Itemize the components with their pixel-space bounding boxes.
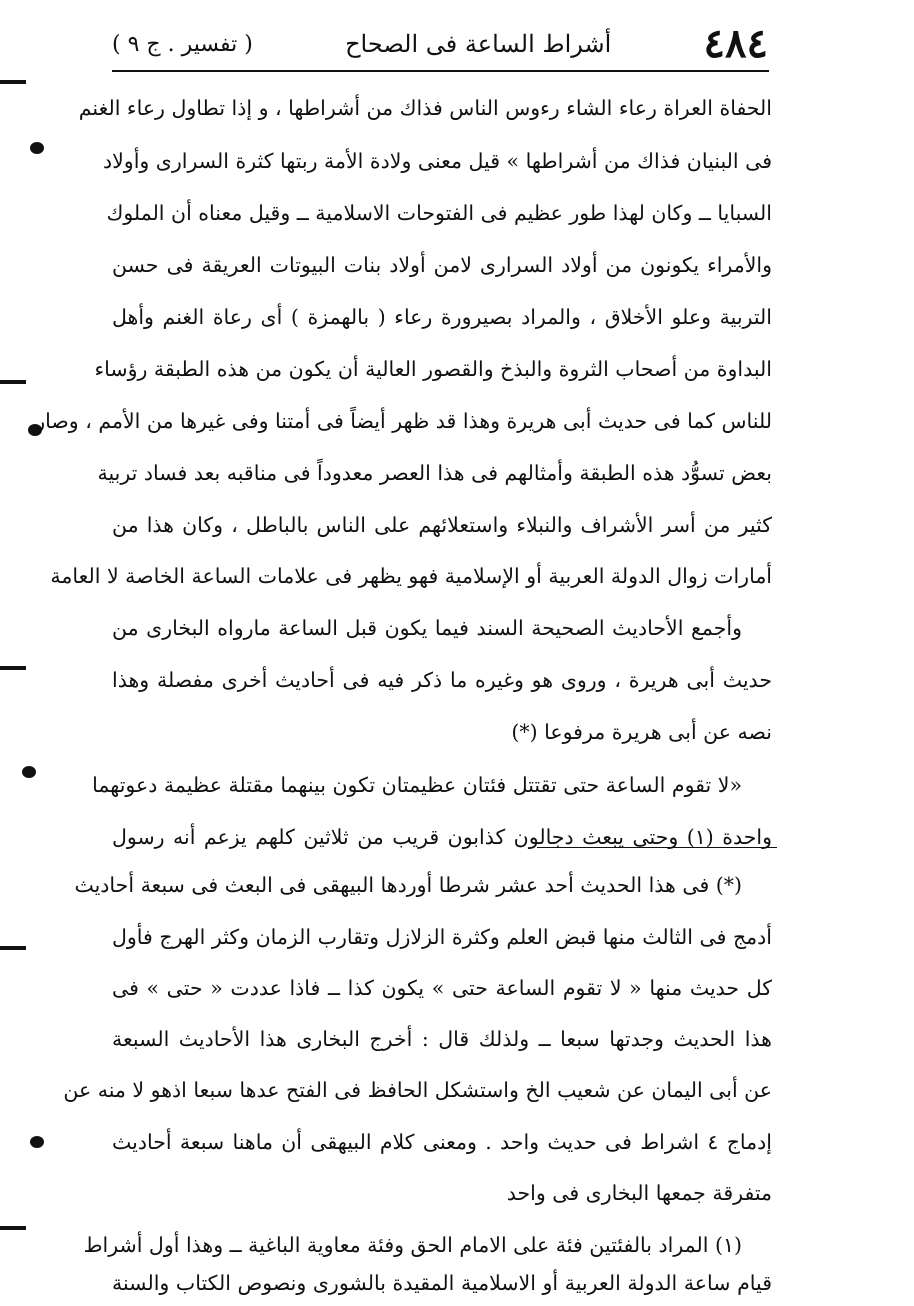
text-line: للناس كما فى حديث أبى هريرة وهذا قد ظهر أيضاً فى أمتنا وفى غيرها من الأمم ، وصار (35, 409, 772, 433)
text-line: وأجمع الأحاديث الصحيحة السند فيما يكون قبل الساعة مارواه البخارى من (112, 616, 742, 640)
text-line: أمارات زوال الدولة العربية أو الإسلامية فهو يظهر فى علامات الساعة الخاصة لا العامة (50, 564, 772, 588)
footnote-line: كل حديث منها « لا تقوم الساعة حتى » يكون كذا ــ فاذا عددت « حتى » فى (112, 976, 772, 1000)
page-header (112, 20, 768, 68)
text-line: واحدة (١) وحتى يبعث دجالون كذابون قريب من ثلاثين كلهم يزعم أنه رسول (112, 825, 772, 849)
text-line: «لا تقوم الساعة حتى تقتتل فئتان عظيمتان تكون بينهما مقتلة عظيمة دعوتهما (92, 773, 742, 797)
text-line: السبايا ــ وكان لهذا طور عظيم فى الفتوحات الاسلامية ــ وقيل معناه أن الملوك (106, 201, 772, 225)
text-line: فى البنيان فذاك من أشراطها » قيل معنى ولادة الأمة ربتها كثرة السرارى وأولاد (102, 149, 772, 173)
margin-mark (0, 80, 26, 84)
margin-mark (0, 946, 26, 950)
text-line: الحفاة العراة رعاء الشاء رءوس الناس فذاك من أشراطها ، و إذا تطاول رعاء الغنم (78, 96, 772, 120)
footnote-line: إدماج ٤ اشراط فى حديث واحد . ومعنى كلام البيهقى أن ماهنا سبعة أحاديث (112, 1130, 772, 1154)
margin-mark (22, 766, 36, 778)
footnote-line: هذا الحديث وجدتها سبعا ــ ولذلك قال : أخرج البخارى هذا الأحاديث السبعة (112, 1027, 772, 1051)
text-line: بعض تسوُّد هذه الطبقة وأمثالهم فى هذا العصر معدوداً فى مناقبه بعد فساد تربية (97, 461, 772, 485)
text-line: التربية وعلو الأخلاق ، والمراد بصيرورة رعاء ( بالهمزة ) أى رعاة الغنم وأهل (112, 305, 772, 329)
text-line: البداوة من أصحاب الثروة والبذخ والقصور العالية أن يكون من هذه الطبقة رؤساء (94, 357, 772, 381)
text-line: حديث أبى هريرة ، وروى هو وغيره ما ذكر فيه فى أحاديث أخرى مفصلة وهذا (112, 668, 772, 692)
footnote-line: متفرقة جمعها البخارى فى واحد (506, 1181, 772, 1205)
text-line: والأمراء يكونون من أولاد السرارى لامن أولاد بنات البيوتات العريقة فى حسن (112, 253, 772, 277)
margin-mark (0, 666, 26, 670)
margin-mark (30, 142, 44, 154)
footnote-rule (537, 847, 777, 848)
footnote-line: (*) فى هذا الحديث أحد عشر شرطا أوردها البيهقى فى البعث فى سبعة أحاديث (74, 873, 742, 897)
footnote-line: عن أبى اليمان عن شعيب الخ واستشكل الحافظ فى الفتح عدها سبعا اذهو لا منه عن (63, 1078, 772, 1102)
header-rule (112, 70, 769, 72)
margin-mark (30, 1136, 44, 1148)
margin-mark (0, 380, 26, 384)
page-number: ٤٨٤ (703, 20, 768, 67)
text-line: نصه عن أبى هريرة مرفوعا (*) (511, 720, 772, 744)
text-line: كثير من أسر الأشراف والنبلاء واستعلائهم على الناس بالباطل ، وكان هذا من (112, 513, 772, 537)
footnote-line: أدمج فى الثالث منها قبض العلم وكثرة الزلازل وتقارب الزمان وكثر الهرج فأول (112, 925, 772, 949)
running-title: أشراط الساعة فى الصحاح (345, 30, 612, 58)
section-reference: ( تفسير . ج ٩ ) (112, 31, 253, 57)
footnote-line: قيام ساعة الدولة العربية أو الاسلامية المقيدة بالشورى ونصوص الكتاب والسنة (112, 1271, 772, 1295)
footnote-line: (١) المراد بالفئتين فئة على الامام الحق وفئة معاوية الباغية ــ وهذا أول أشراط (83, 1233, 742, 1257)
margin-mark (0, 1226, 26, 1230)
